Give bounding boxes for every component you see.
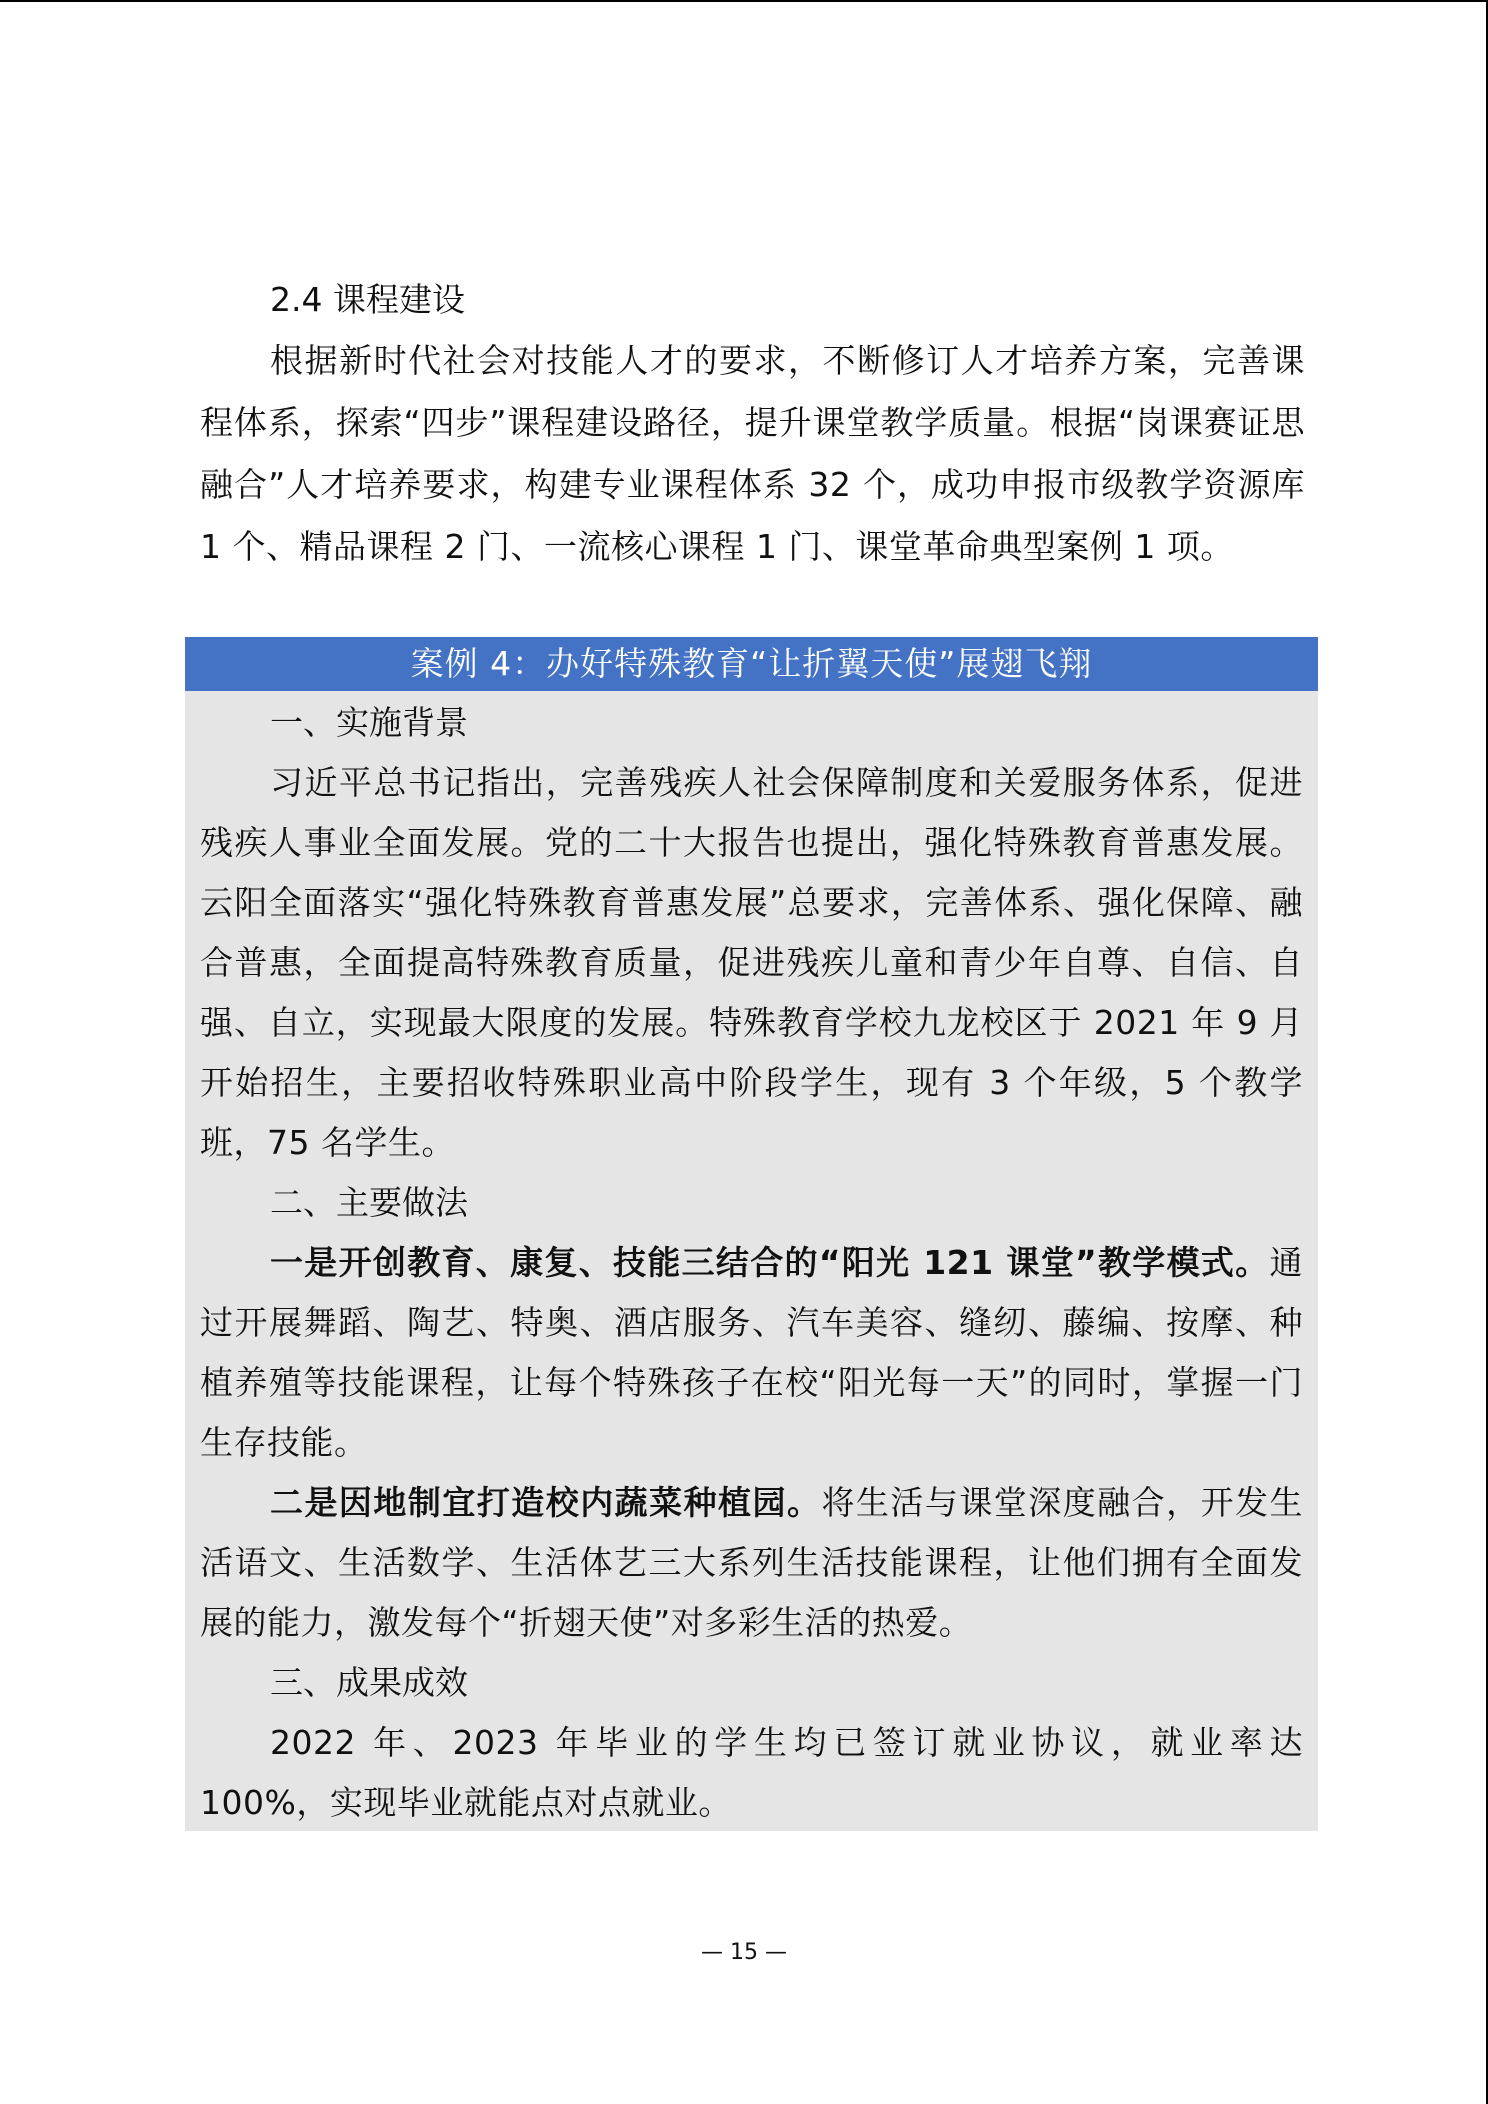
course-construction-section [200, 270, 1305, 578]
case-title: 案例 4：办好特殊教育“让折翼天使”展翅飞翔 [185, 637, 1318, 691]
method-two-lead: 二是因地制宜打造校内蔬菜种植园。 [270, 1483, 822, 1522]
results-paragraph: 2022 年、2023 年毕业的学生均已签订就业协议，就业率达 100%，实现毕业就能点对点就业。 [200, 1723, 1303, 1822]
section-heading: 2.4 课程建设 [270, 280, 465, 319]
case-body [185, 693, 1318, 1833]
method-two-paragraph [200, 1473, 1303, 1653]
method-one-text: 通过开展舞蹈、陶艺、特奥、酒店服务、汽车美容、缝纫、藤编、按摩、种植养殖等技能课程，让每个特殊孩子在校“阳光每一天”的同时，掌握一门生存技能。 [200, 1243, 1303, 1462]
method-one-paragraph [200, 1233, 1303, 1473]
background-heading: 一、实施背景 [270, 703, 468, 742]
method-two-text: 将生活与课堂深度融合，开发生活语文、生活数学、生活体艺三大系列生活技能课程，让他们拥有全面发展的能力，激发每个“折翅天使”对多彩生活的热爱。 [200, 1483, 1304, 1642]
background-paragraph: 习近平总书记指出，完善残疾人社会保障制度和关爱服务体系，促进残疾人事业全面发展。党的二十大报告也提出，强化特殊教育普惠发展。云阳全面落实“强化特殊教育普惠发展”总要求，完善体系、强化保障、融合普惠，全面提高特殊教育质量，促进残疾儿童和青少年自尊、自信、自强、自立，实现最大限度的发展。特殊教育学校九龙校区于 2021 年 9 月开始招生，主要招收特殊职业高中阶段学生，现有 3 个年级，5 个教学班，75 名学生。 [200, 763, 1303, 1162]
methods-heading: 二、主要做法 [270, 1183, 468, 1222]
results-heading: 三、成果成效 [270, 1663, 468, 1702]
case-study-box [185, 637, 1318, 1831]
method-one-lead: 一是开创教育、康复、技能三结合的“阳光 121 课堂”教学模式。 [270, 1243, 1270, 1282]
section-paragraph: 根据新时代社会对技能人才的要求，不断修订人才培养方案，完善课程体系，探索“四步”课程建设路径，提升课堂教学质量。根据“岗课赛证思融合”人才培养要求，构建专业课程体系 32 个，成功申报市级教学资源库 1 个、精品课程 2 门、一流核心课程 1 门、课堂革命典型案例 1 项。 [200, 341, 1305, 566]
page-top-border [0, 0, 1488, 2]
page-number: — 15 — [701, 1940, 787, 1965]
